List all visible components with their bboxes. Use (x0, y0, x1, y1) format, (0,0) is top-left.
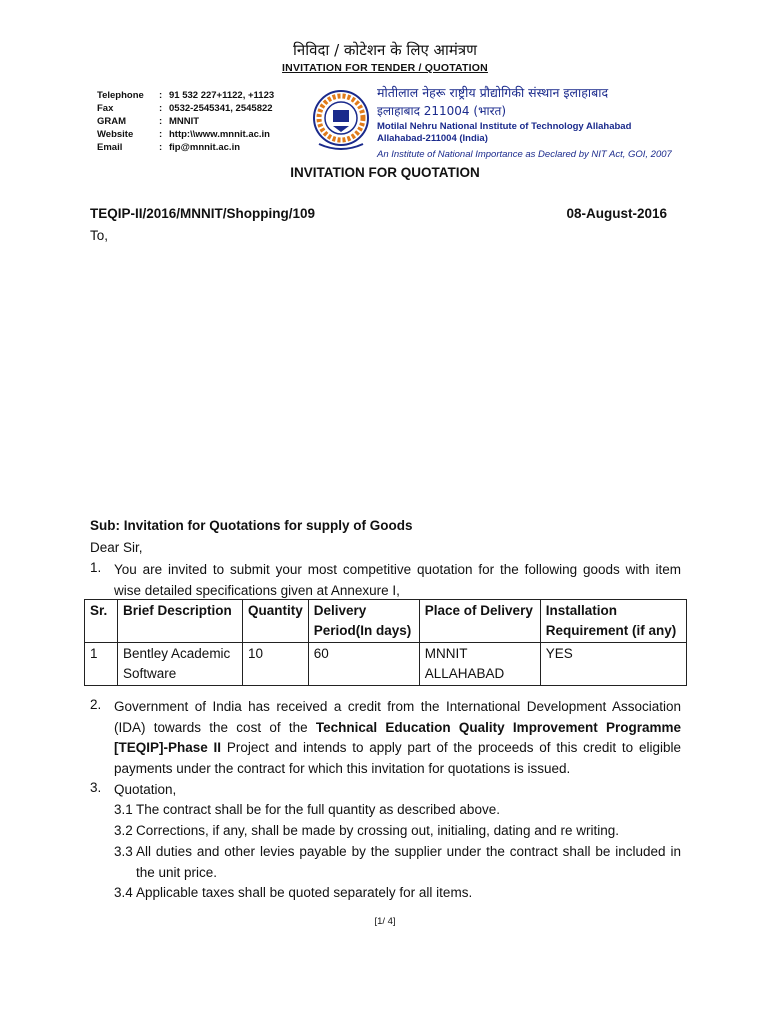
table-header-cell: Quantity (243, 600, 309, 643)
table-header-cell: Brief Description (118, 600, 243, 643)
contact-row: Fax : 0532-2545341, 2545822 (97, 103, 273, 114)
addressee-line: To, (90, 228, 109, 243)
contact-value: fip@mnnit.ac.in (169, 142, 241, 153)
contact-row: Email : fip@mnnit.ac.in (97, 142, 241, 153)
institute-block (377, 84, 672, 160)
contact-key: Telephone (97, 90, 144, 101)
institute-logo (311, 86, 371, 156)
sub-item-text: All duties and other levies payable by the supplier under the contract shall be included in the unit price. (136, 844, 681, 880)
hindi-title: निविदा / कोटेशन के लिए आमंत्रण (293, 41, 477, 59)
goods-table (84, 599, 687, 686)
table-cell: 1 (85, 643, 118, 686)
contact-key: Email (97, 142, 123, 153)
item-number: 2. (90, 697, 102, 712)
table-cell: YES (540, 643, 686, 686)
table-cell: MNNIT ALLAHABAD (419, 643, 540, 686)
english-title: INVITATION FOR TENDER / QUOTATION (282, 62, 488, 74)
table-header-cell: Delivery Period(In days) (308, 600, 419, 643)
table-header-cell: Sr. (85, 600, 118, 643)
page-number: [1/ 4] (374, 916, 396, 927)
institute-address-english: Allahabad-211004 (India) (377, 133, 488, 144)
contact-row: Telephone : 91 532 227+1122, +1123 (97, 90, 275, 101)
sub-item-number: 3.4 (114, 885, 133, 900)
letter-date: 08-August-2016 (566, 206, 667, 221)
letter-heading: INVITATION FOR QUOTATION (290, 165, 480, 180)
sub-item-number: 3.1 (114, 802, 133, 817)
table-header-row (85, 600, 687, 643)
sub-item-number: 3.3 (114, 844, 133, 859)
reference-number: TEQIP-II/2016/MNNIT/Shopping/109 (90, 206, 316, 221)
item-2-text (114, 697, 681, 779)
contact-row: Website : http:\\www.mnnit.ac.in (97, 129, 270, 140)
item-2-text-end: Project and intends to apply part of the proceeds of this credit to eligible payments under the contract for which this invitation for quotations is issued. (114, 740, 681, 776)
sub-item-number: 3.2 (114, 823, 133, 838)
institute-tagline: An Institute of National Importance as Declared by NIT Act, GOI, 2007 (377, 149, 672, 160)
item-2-text-start: Government of India has received a credit from the International Development Association (IDA) towards the cost of the (114, 699, 681, 735)
table-cell: 60 (308, 643, 419, 686)
sub-item-text: The contract shall be for the full quantity as described above. (136, 802, 500, 817)
sub-item-text: Applicable taxes shall be quoted separately for all items. (136, 885, 473, 900)
contact-block (97, 89, 274, 154)
item-1-text: You are invited to submit your most competitive quotation for the following goods with item wise detailed specifications given at Annexure I, (114, 562, 681, 598)
contact-value: 0532-2545341, 2545822 (169, 103, 273, 114)
institute-address-hindi: इलाहाबाद 211004 (भारत) (377, 104, 507, 118)
contact-key: Website (97, 129, 134, 140)
table-row (85, 643, 687, 686)
programme-name: Technical Education Quality Improvement Programme [TEQIP]-Phase II (114, 719, 681, 755)
sub-item-text: Corrections, if any, shall be made by crossing out, initialing, dating and re writing. (136, 823, 619, 838)
contact-value: 91 532 227+1122, +1123 (169, 90, 275, 101)
item-number: 1. (90, 560, 102, 575)
contact-value: MNNIT (169, 116, 200, 127)
contact-row: GRAM : MNNIT (97, 116, 200, 127)
contact-key: GRAM (97, 116, 127, 127)
institute-name-english: Motilal Nehru National Institute of Technology Allahabad (377, 121, 632, 132)
contact-value: http:\\www.mnnit.ac.in (169, 129, 270, 140)
item-number: 3. (90, 780, 102, 795)
table-header-cell: Installation Requirement (if any) (540, 600, 686, 643)
institute-name-hindi: मोतीलाल नेहरू राष्ट्रीय प्रौद्योगिकी संस्थान इलाहाबाद (377, 85, 609, 100)
table-header-cell: Place of Delivery (419, 600, 540, 643)
table-cell: 10 (243, 643, 309, 686)
item-3-text: Quotation, (114, 782, 177, 797)
subject-line: Sub: Invitation for Quotations for supply of Goods (90, 518, 413, 533)
greeting: Dear Sir, (90, 540, 143, 555)
contact-key: Fax (97, 103, 114, 114)
table-cell: Bentley Academic Software (118, 643, 243, 686)
